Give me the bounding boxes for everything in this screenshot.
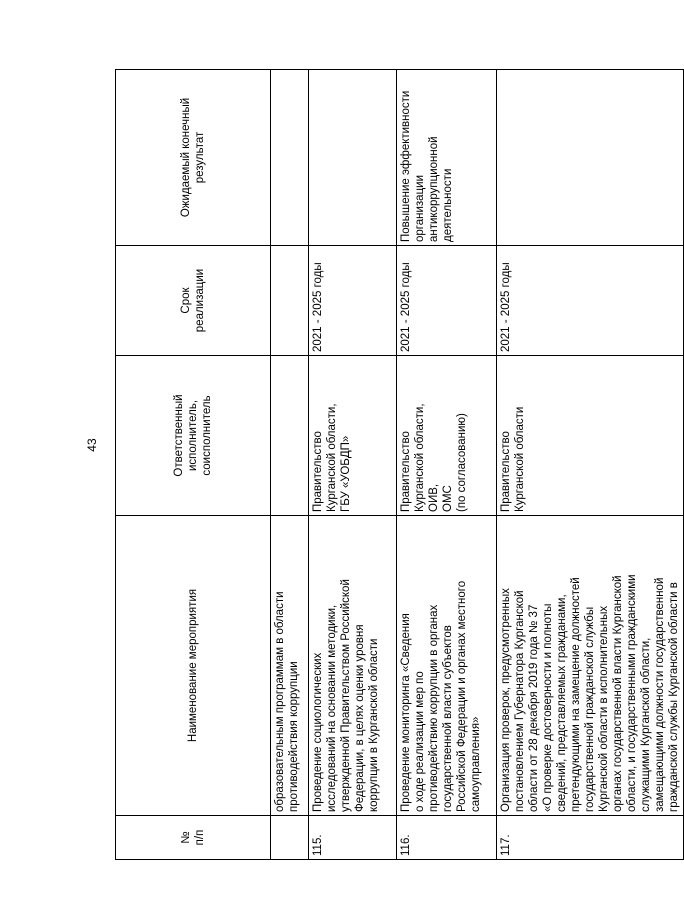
row-term: 2021 - 2025 годы <box>497 246 684 356</box>
row-term: 2021 - 2025 годы <box>397 246 497 356</box>
header-result: Ожидаемый конечный результат <box>116 70 271 246</box>
row-name: Проведение мониторинга «Сведения о ходе реализации мер по противодействию коррупции в органах государственной власти субъектов Российской Федерации и органах местного самоуправления» <box>397 516 497 816</box>
row-num: 117. <box>497 816 684 860</box>
table-row <box>271 70 309 860</box>
page-number: 43 <box>85 438 99 452</box>
row-responsible: Правительство Курганской области, ОИВ, ОМС (по согласованию) <box>397 356 497 516</box>
table-row <box>397 70 497 860</box>
table-header-row <box>116 70 271 860</box>
rotated-table-wrapper <box>115 70 681 860</box>
header-num: № п/п <box>116 816 271 860</box>
row-name: Организация проверок, предусмотренных постановлением Губернатора Курганской области от 28 декабря 2019 года № 37 «О проверке достоверности и полноты сведений, представляемых гражданами, претендующими на замещение должностей государственной гражданской службы Курганской области в исполнительных органах государственной власти Курганской области, и государственными гражданскими служащими Курганской области, замещающими должности государственной гражданской службы Курганской области в <box>497 516 684 816</box>
row-name: образовательным программам в области противодействия коррупции <box>271 516 309 816</box>
row-num: 116. <box>397 816 497 860</box>
row-name: Проведение социологических исследований на основании методики, утвержденной Правительством Российской Федерации, в целях оценки уровня коррупции в Курганской области <box>309 516 397 816</box>
row-num: 115. <box>309 816 397 860</box>
row-result <box>271 70 309 246</box>
table-row <box>497 70 684 860</box>
measures-table <box>115 69 684 860</box>
row-result <box>309 70 397 246</box>
header-responsible: Ответственный исполнитель, соисполнитель <box>116 356 271 516</box>
table-row <box>309 70 397 860</box>
row-term <box>271 246 309 356</box>
row-term: 2021 - 2025 годы <box>309 246 397 356</box>
row-responsible: Правительство Курганской области, ГБУ «УОБДП» <box>309 356 397 516</box>
row-result <box>497 70 684 246</box>
row-result: Повышение эффективности организации антикоррупционной деятельности <box>397 70 497 246</box>
header-term: Срок реализации <box>116 246 271 356</box>
header-name: Наименование мероприятия <box>116 516 271 816</box>
row-num <box>271 816 309 860</box>
row-responsible <box>271 356 309 516</box>
row-responsible: Правительство Курганской области <box>497 356 684 516</box>
